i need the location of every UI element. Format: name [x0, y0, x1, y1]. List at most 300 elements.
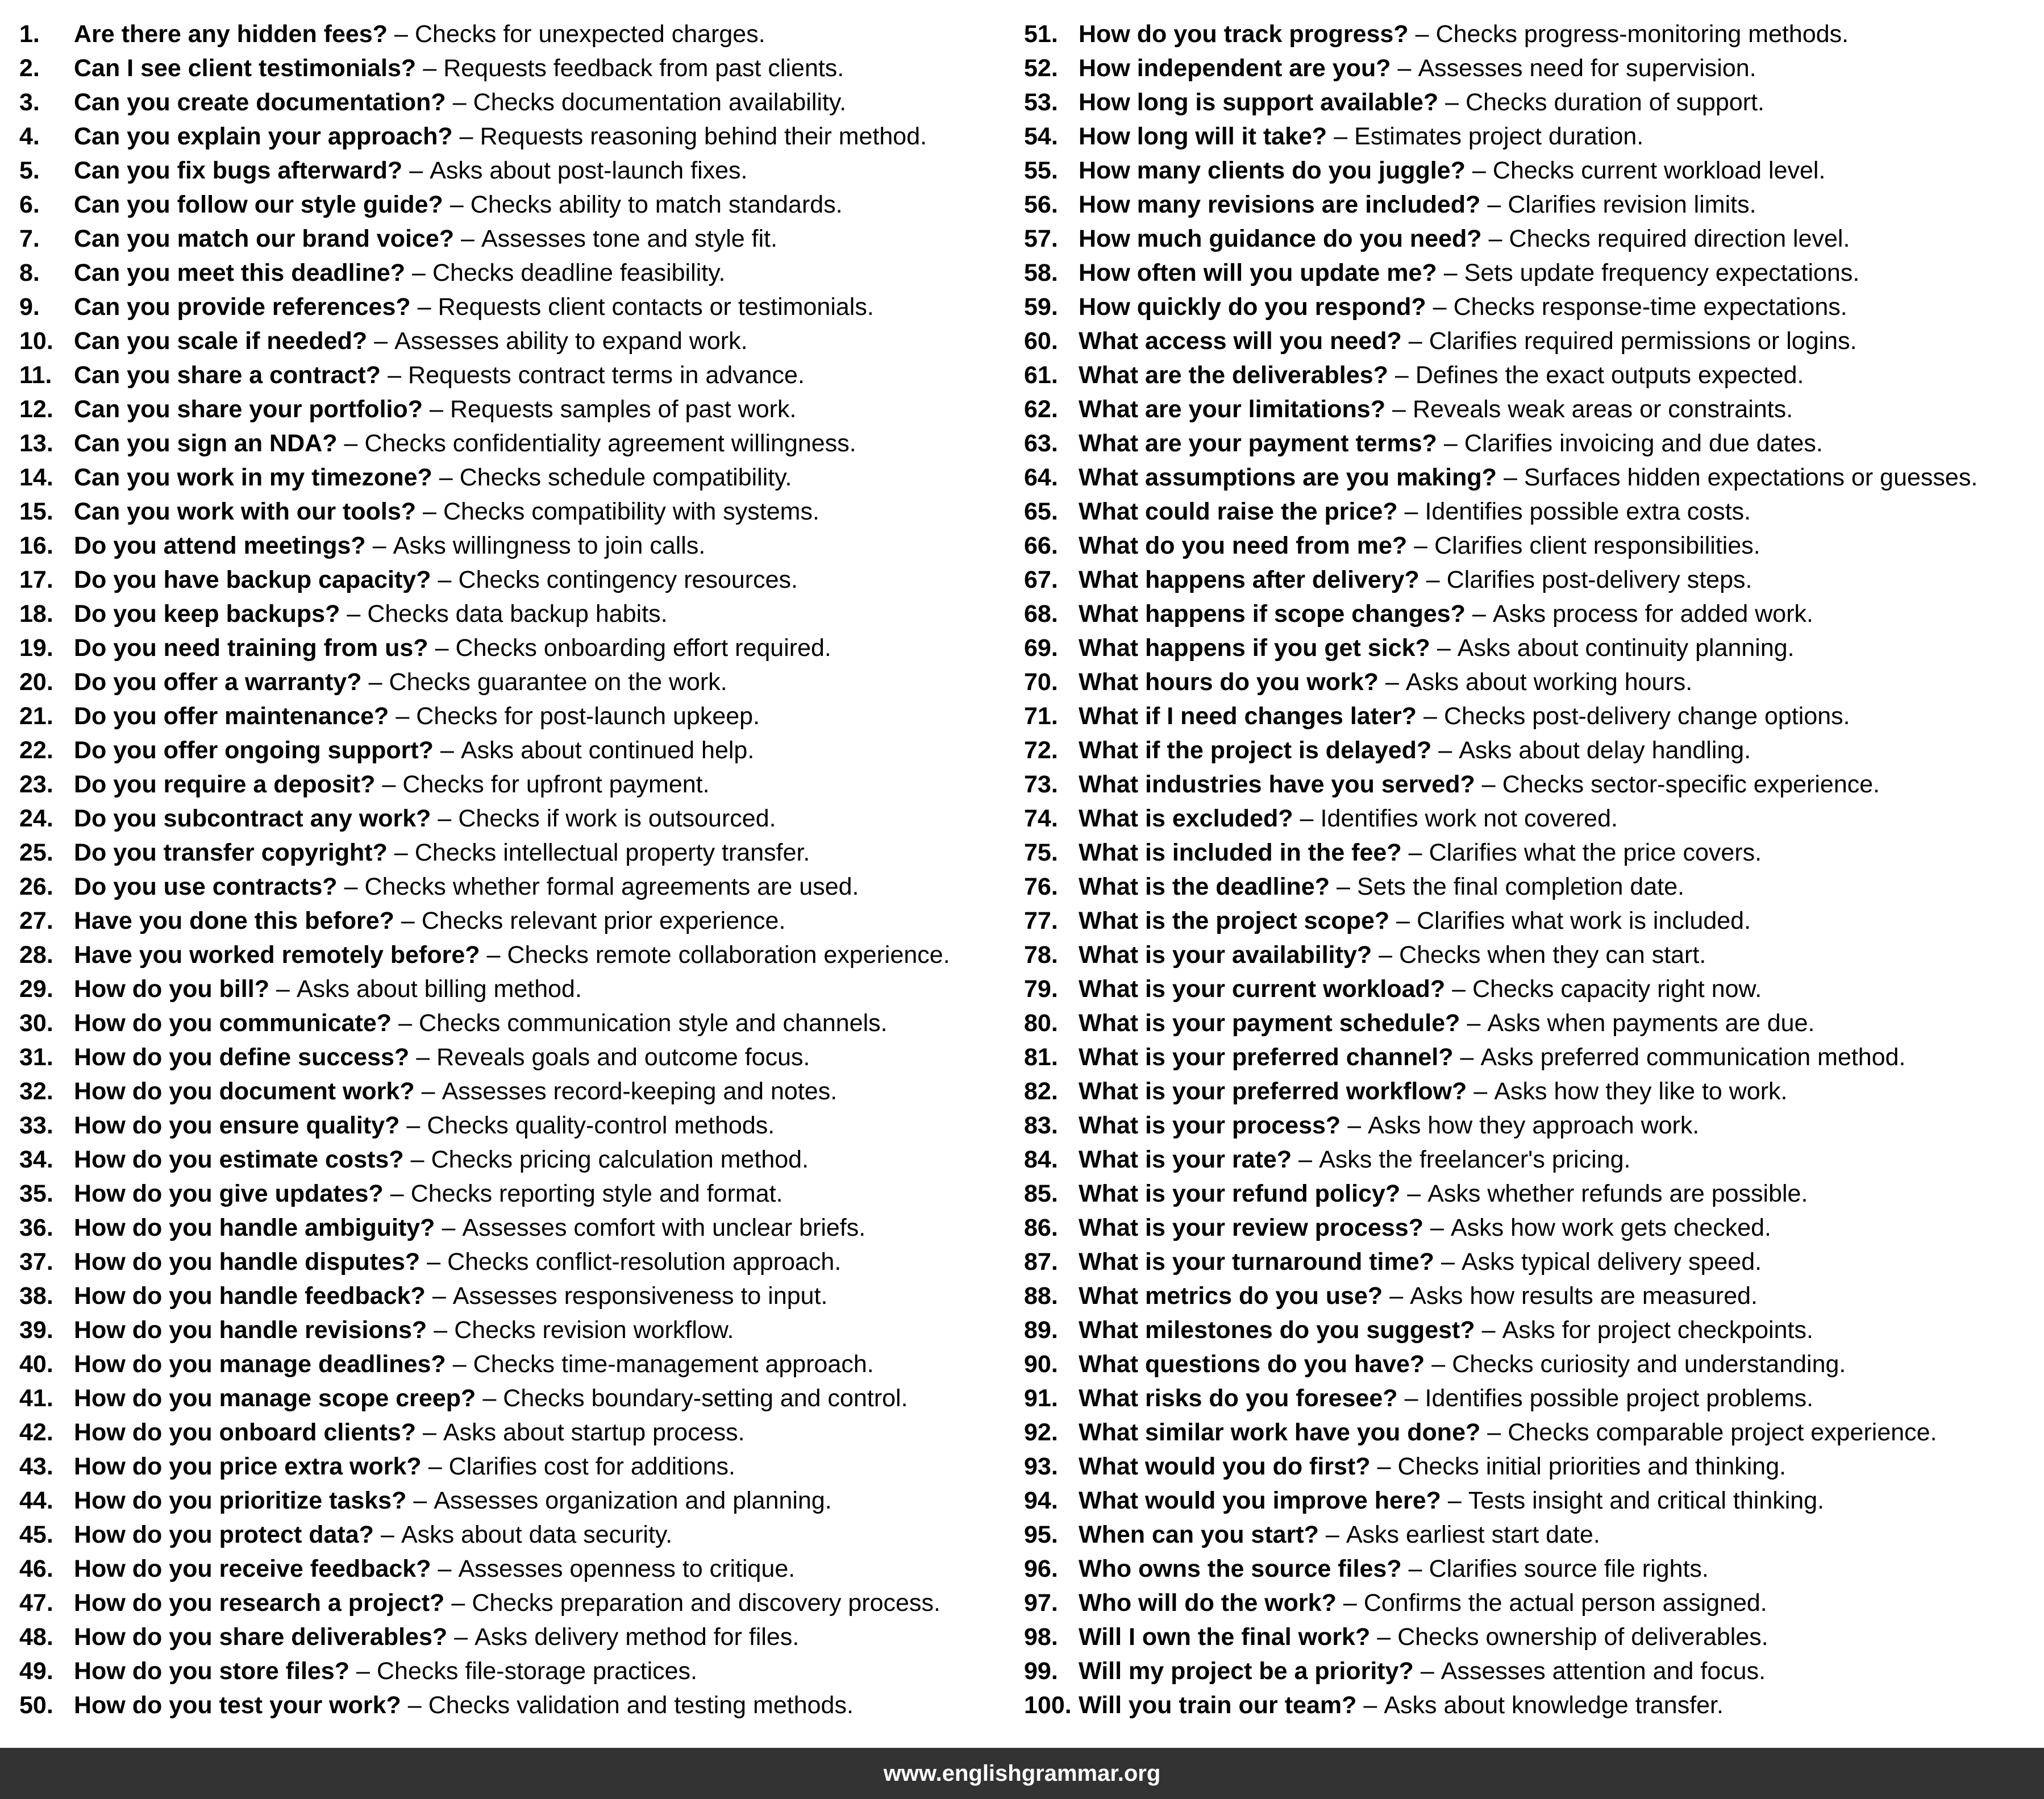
question-item — [19, 665, 1024, 699]
question-description: Checks preparation and discovery process. — [472, 1589, 940, 1617]
question-text: What metrics do you use? — [1079, 1282, 1383, 1310]
question-item — [1024, 426, 2031, 460]
question-item — [1024, 563, 2031, 597]
question-description: Assesses ability to expand work. — [394, 327, 748, 355]
question-item — [1024, 358, 2031, 392]
question-description: Requests client contacts or testimonials. — [438, 293, 874, 321]
question-text: What is excluded? — [1079, 805, 1293, 832]
question-description: Clarifies revision limits. — [1508, 191, 1756, 218]
question-item — [1024, 1552, 2031, 1586]
separator-dash: – — [1407, 1180, 1421, 1207]
question-text: How do you research a project? — [74, 1589, 445, 1617]
question-description: Checks validation and testing methods. — [428, 1692, 854, 1719]
question-text: What risks do you foresee? — [1079, 1385, 1398, 1412]
question-text: How do you manage deadlines? — [74, 1351, 446, 1378]
question-description: Asks about continued help. — [460, 737, 755, 764]
separator-dash: – — [1426, 566, 1440, 593]
separator-dash: – — [344, 873, 358, 900]
question-description: Checks file-storage practices. — [376, 1657, 697, 1685]
question-description: Checks onboarding effort required. — [455, 634, 831, 662]
question-description: Checks quality-control methods. — [427, 1112, 775, 1139]
question-number: 76. — [1024, 873, 1058, 900]
question-number: 99. — [1024, 1657, 1058, 1685]
question-number: 32. — [19, 1078, 53, 1105]
question-number: 18. — [19, 600, 53, 628]
question-column-left — [19, 17, 1024, 1722]
question-number: 51. — [1024, 20, 1058, 48]
question-text: What is your current workload? — [1079, 975, 1446, 1003]
question-item — [19, 1381, 1024, 1415]
separator-dash: – — [1408, 839, 1422, 866]
separator-dash: – — [1430, 1214, 1444, 1241]
question-item — [19, 1347, 1024, 1381]
question-description: Checks for post-launch upkeep. — [416, 703, 760, 730]
question-text: Have you done this before? — [74, 907, 394, 934]
question-text: What is your payment schedule? — [1079, 1009, 1460, 1037]
question-text: Do you use contracts? — [74, 873, 338, 900]
question-item — [19, 51, 1024, 85]
question-number: 64. — [1024, 464, 1058, 491]
question-item — [19, 1177, 1024, 1211]
question-text: What is your turnaround time? — [1079, 1248, 1434, 1275]
question-number: 16. — [19, 532, 53, 559]
question-list — [19, 17, 2031, 1722]
question-description: Checks curiosity and understanding. — [1452, 1351, 1846, 1378]
question-text: What is included in the fee? — [1079, 839, 1402, 866]
question-number: 90. — [1024, 1351, 1058, 1378]
separator-dash: – — [1438, 737, 1452, 764]
question-description: Checks whether formal agreements are used. — [364, 873, 859, 900]
separator-dash: – — [459, 123, 473, 150]
question-description: Tests insight and critical thinking. — [1468, 1487, 1825, 1514]
question-number: 27. — [19, 907, 53, 934]
question-description: Requests samples of past work. — [449, 396, 797, 423]
question-text: What would you do first? — [1079, 1453, 1371, 1480]
question-text: Can you share a contract? — [74, 362, 381, 389]
question-text: What happens after delivery? — [1079, 566, 1419, 593]
question-item — [19, 1211, 1024, 1245]
question-description: Asks about billing method. — [296, 975, 582, 1003]
separator-dash: – — [412, 259, 426, 286]
question-description: Assesses record-keeping and notes. — [442, 1078, 838, 1105]
separator-dash: – — [438, 1555, 452, 1582]
question-number: 3. — [19, 89, 40, 116]
question-description: Clarifies invoicing and due dates. — [1464, 430, 1823, 457]
question-description: Checks schedule compatibility. — [459, 464, 792, 491]
separator-dash: – — [1433, 293, 1447, 321]
question-item — [19, 188, 1024, 222]
separator-dash: – — [1334, 123, 1348, 150]
question-number: 28. — [19, 941, 53, 969]
question-number: 22. — [19, 737, 53, 764]
separator-dash: – — [390, 1180, 404, 1207]
question-number: 89. — [1024, 1316, 1058, 1344]
question-description: Asks about knowledge transfer. — [1384, 1692, 1724, 1719]
question-number: 46. — [19, 1555, 53, 1582]
question-item — [1024, 51, 2031, 85]
separator-dash: – — [1473, 1078, 1488, 1105]
separator-dash: – — [417, 293, 431, 321]
question-column-right — [1024, 17, 2031, 1722]
question-item — [1024, 188, 2031, 222]
question-number: 24. — [19, 805, 53, 832]
separator-dash: – — [427, 1248, 441, 1275]
question-description: Clarifies cost for additions. — [448, 1453, 735, 1480]
question-text: What are your limitations? — [1079, 396, 1385, 423]
question-description: Checks data backup habits. — [367, 600, 668, 628]
separator-dash: – — [1503, 464, 1517, 491]
question-text: What is your availability? — [1079, 941, 1372, 969]
question-number: 56. — [1024, 191, 1058, 218]
separator-dash: – — [413, 1487, 427, 1514]
question-item — [1024, 256, 2031, 290]
question-item — [1024, 1108, 2031, 1142]
question-text: What is your rate? — [1079, 1146, 1292, 1173]
question-text: How do you estimate costs? — [74, 1146, 404, 1173]
question-number: 95. — [1024, 1521, 1058, 1548]
question-description: Asks about startup process. — [443, 1419, 745, 1446]
question-item — [19, 1415, 1024, 1449]
question-text: Can you work with our tools? — [74, 498, 416, 525]
question-description: Asks how results are measured. — [1410, 1282, 1758, 1310]
separator-dash: – — [451, 1589, 465, 1617]
separator-dash: – — [1443, 259, 1458, 286]
question-text: How do you receive feedback? — [74, 1555, 431, 1582]
question-text: Can you provide references? — [74, 293, 411, 321]
question-text: How many clients do you juggle? — [1079, 157, 1466, 184]
question-description: Surfaces hidden expectations or guesses. — [1523, 464, 1978, 491]
separator-dash: – — [434, 1316, 448, 1344]
question-number: 40. — [19, 1351, 53, 1378]
question-number: 12. — [19, 396, 53, 423]
question-text: What is your review process? — [1079, 1214, 1423, 1241]
question-number: 5. — [19, 157, 40, 184]
question-number: 42. — [19, 1419, 53, 1446]
question-description: Asks how they approach work. — [1368, 1112, 1700, 1139]
separator-dash: – — [1392, 396, 1406, 423]
question-number: 59. — [1024, 293, 1058, 321]
question-number: 79. — [1024, 975, 1058, 1003]
question-number: 60. — [1024, 327, 1058, 355]
question-number: 52. — [1024, 55, 1058, 82]
question-item — [1024, 938, 2031, 972]
question-item — [19, 1688, 1024, 1722]
question-description: Assesses openness to critique. — [458, 1555, 796, 1582]
separator-dash: – — [1379, 941, 1393, 969]
question-number: 44. — [19, 1487, 53, 1514]
question-text: How do you prioritize tasks? — [74, 1487, 407, 1514]
question-description: Checks compatibility with systems. — [443, 498, 819, 525]
question-item — [1024, 597, 2031, 631]
question-item — [19, 1006, 1024, 1040]
question-item — [1024, 1415, 2031, 1449]
separator-dash: – — [1443, 430, 1458, 457]
separator-dash: – — [416, 1044, 430, 1071]
question-text: How do you price extra work? — [74, 1453, 422, 1480]
question-item — [19, 1518, 1024, 1552]
question-number: 15. — [19, 498, 53, 525]
question-text: How do you onboard clients? — [74, 1419, 416, 1446]
separator-dash: – — [394, 839, 408, 866]
separator-dash: – — [435, 634, 449, 662]
separator-dash: – — [396, 703, 410, 730]
question-description: Identifies possible extra costs. — [1425, 498, 1751, 525]
question-text: Can you sign an NDA? — [74, 430, 338, 457]
question-item — [1024, 1211, 2031, 1245]
question-description: Checks conflict-resolution approach. — [447, 1248, 842, 1275]
question-description: Checks progress-monitoring methods. — [1435, 20, 1849, 48]
separator-dash: – — [368, 668, 382, 696]
separator-dash: – — [423, 1419, 436, 1446]
question-description: Asks whether refunds are possible. — [1427, 1180, 1808, 1207]
question-number: 45. — [19, 1521, 53, 1548]
question-item — [1024, 631, 2031, 665]
separator-dash: – — [388, 362, 401, 389]
question-number: 34. — [19, 1146, 53, 1173]
question-text: Do you have backup capacity? — [74, 566, 431, 593]
question-number: 41. — [19, 1385, 53, 1412]
separator-dash: – — [1460, 1044, 1474, 1071]
question-text: What do you need from me? — [1079, 532, 1408, 559]
question-text: How long is support available? — [1079, 89, 1439, 116]
separator-dash: – — [276, 975, 290, 1003]
question-number: 78. — [1024, 941, 1058, 969]
question-item — [1024, 836, 2031, 870]
question-item — [19, 836, 1024, 870]
footer-url: www.englishgrammar.org — [883, 1760, 1161, 1786]
question-item — [1024, 904, 2031, 938]
question-text: Do you require a deposit? — [74, 771, 376, 798]
separator-dash: – — [1397, 55, 1412, 82]
question-text: How do you document work? — [74, 1078, 415, 1105]
question-text: Will I own the final work? — [1079, 1623, 1371, 1651]
question-text: How do you manage scope creep? — [74, 1385, 476, 1412]
question-text: What if I need changes later? — [1079, 703, 1417, 730]
question-number: 19. — [19, 634, 53, 662]
question-description: Asks about continuity planning. — [1457, 634, 1795, 662]
separator-dash: – — [1488, 225, 1502, 252]
separator-dash: – — [421, 1078, 435, 1105]
question-text: What is your refund policy? — [1079, 1180, 1401, 1207]
question-number: 35. — [19, 1180, 53, 1207]
question-number: 85. — [1024, 1180, 1058, 1207]
question-item — [19, 1586, 1024, 1620]
question-number: 48. — [19, 1623, 53, 1651]
separator-dash: – — [406, 1112, 421, 1139]
question-text: What is your process? — [1079, 1112, 1341, 1139]
question-description: Checks revision workflow. — [454, 1316, 734, 1344]
separator-dash: – — [1472, 600, 1486, 628]
question-number: 81. — [1024, 1044, 1058, 1071]
question-text: How do you communicate? — [74, 1009, 392, 1037]
separator-dash: – — [1408, 327, 1422, 355]
question-text: How do you handle disputes? — [74, 1248, 421, 1275]
question-text: What if the project is delayed? — [1079, 737, 1432, 764]
question-description: Clarifies source file rights. — [1429, 1555, 1709, 1582]
question-number: 30. — [19, 1009, 53, 1037]
question-number: 37. — [19, 1248, 53, 1275]
question-item — [1024, 767, 2031, 801]
question-number: 36. — [19, 1214, 53, 1241]
separator-dash: – — [1325, 1521, 1339, 1548]
separator-dash: – — [356, 1657, 370, 1685]
question-description: Asks typical delivery speed. — [1461, 1248, 1762, 1275]
separator-dash: – — [1377, 1453, 1391, 1480]
question-item — [1024, 324, 2031, 358]
question-item — [19, 17, 1024, 51]
question-text: What is the deadline? — [1079, 873, 1330, 900]
question-item — [19, 358, 1024, 392]
question-text: When can you start? — [1079, 1521, 1319, 1548]
question-item — [1024, 1688, 2031, 1722]
question-item — [1024, 1313, 2031, 1347]
question-item — [19, 392, 1024, 426]
question-number: 39. — [19, 1316, 53, 1344]
question-number: 20. — [19, 668, 53, 696]
question-text: What happens if scope changes? — [1079, 600, 1466, 628]
question-description: Asks about data security. — [401, 1521, 673, 1548]
question-text: Do you offer a warranty? — [74, 668, 362, 696]
question-description: Clarifies client responsibilities. — [1434, 532, 1760, 559]
question-description: Sets the final completion date. — [1356, 873, 1685, 900]
question-number: 13. — [19, 430, 53, 457]
question-number: 86. — [1024, 1214, 1058, 1241]
separator-dash: – — [401, 907, 415, 934]
question-description: Checks intellectual property transfer. — [414, 839, 810, 866]
question-item — [1024, 1449, 2031, 1484]
question-item — [1024, 1245, 2031, 1279]
question-description: Sets update frequency expectations. — [1464, 259, 1860, 286]
question-item — [1024, 1074, 2031, 1108]
question-item — [19, 699, 1024, 733]
question-number: 55. — [1024, 157, 1058, 184]
question-description: Checks comparable project experience. — [1508, 1419, 1937, 1446]
separator-dash: – — [1441, 1248, 1455, 1275]
separator-dash: – — [1298, 1146, 1313, 1173]
separator-dash: – — [1481, 771, 1496, 798]
question-description: Checks when they can start. — [1399, 941, 1706, 969]
question-description: Checks pricing calculation method. — [431, 1146, 809, 1173]
question-number: 68. — [1024, 600, 1058, 628]
question-text: Can you create documentation? — [74, 89, 446, 116]
separator-dash: – — [1347, 1112, 1362, 1139]
question-description: Asks about working hours. — [1405, 668, 1693, 696]
question-text: Can you match our brand voice? — [74, 225, 454, 252]
question-item — [1024, 733, 2031, 767]
question-item — [19, 767, 1024, 801]
question-item — [1024, 17, 2031, 51]
question-description: Checks contingency resources. — [458, 566, 798, 593]
question-description: Checks duration of support. — [1466, 89, 1764, 116]
question-description: Clarifies what work is included. — [1417, 907, 1751, 934]
question-description: Checks for upfront payment. — [402, 771, 710, 798]
question-number: 69. — [1024, 634, 1058, 662]
question-description: Reveals goals and outcome focus. — [436, 1044, 810, 1071]
question-number: 87. — [1024, 1248, 1058, 1275]
question-item — [1024, 1040, 2031, 1074]
question-description: Checks initial priorities and thinking. — [1397, 1453, 1787, 1480]
question-description: Checks documentation availability. — [473, 89, 847, 116]
question-item — [19, 290, 1024, 324]
question-number: 43. — [19, 1453, 53, 1480]
question-item — [1024, 801, 2031, 836]
question-description: Asks when payments are due. — [1487, 1009, 1815, 1037]
question-number: 63. — [1024, 430, 1058, 457]
question-item — [19, 1074, 1024, 1108]
question-number: 84. — [1024, 1146, 1058, 1173]
question-number: 10. — [19, 327, 53, 355]
question-number: 54. — [1024, 123, 1058, 150]
question-description: Checks remote collaboration experience. — [507, 941, 950, 969]
question-text: Can you work in my timezone? — [74, 464, 432, 491]
question-description: Clarifies what the price covers. — [1429, 839, 1762, 866]
question-description: Confirms the actual person assigned. — [1363, 1589, 1767, 1617]
question-item — [19, 495, 1024, 529]
question-number: 67. — [1024, 566, 1058, 593]
question-text: What similar work have you done? — [1079, 1419, 1481, 1446]
question-text: Will you train our team? — [1079, 1692, 1357, 1719]
question-number: 94. — [1024, 1487, 1058, 1514]
question-text: How do you test your work? — [74, 1692, 401, 1719]
question-item — [19, 733, 1024, 767]
question-number: 92. — [1024, 1419, 1058, 1446]
question-item — [1024, 153, 2031, 188]
question-number: 6. — [19, 191, 40, 218]
question-item — [1024, 1484, 2031, 1518]
question-number: 66. — [1024, 532, 1058, 559]
question-description: Checks boundary-setting and control. — [503, 1385, 908, 1412]
separator-dash: – — [344, 430, 358, 457]
question-description: Asks about delay handling. — [1459, 737, 1751, 764]
separator-dash: – — [1467, 1009, 1481, 1037]
question-item — [19, 222, 1024, 256]
question-text: Do you attend meetings? — [74, 532, 366, 559]
question-item — [19, 1449, 1024, 1484]
question-number: 53. — [1024, 89, 1058, 116]
question-text: Have you worked remotely before? — [74, 941, 480, 969]
separator-dash: – — [442, 1214, 456, 1241]
question-item — [19, 870, 1024, 904]
separator-dash: – — [1437, 634, 1451, 662]
question-item — [1024, 1381, 2031, 1415]
question-number: 100. — [1024, 1692, 1072, 1719]
separator-dash: – — [1431, 1351, 1446, 1378]
question-text: What would you improve here? — [1079, 1487, 1441, 1514]
question-number: 4. — [19, 123, 40, 150]
separator-dash: – — [423, 55, 437, 82]
question-number: 9. — [19, 293, 40, 321]
question-number: 73. — [1024, 771, 1058, 798]
separator-dash: – — [1487, 191, 1501, 218]
question-description: Requests contract terms in advance. — [408, 362, 805, 389]
question-text: Can I see client testimonials? — [74, 55, 417, 82]
separator-dash: – — [454, 1623, 468, 1651]
separator-dash: – — [449, 191, 464, 218]
question-number: 26. — [19, 873, 53, 900]
separator-dash: – — [428, 1453, 442, 1480]
question-description: Identifies possible project problems. — [1425, 1385, 1814, 1412]
question-text: How do you bill? — [74, 975, 269, 1003]
question-description: Asks about post-launch fixes. — [430, 157, 748, 184]
question-description: Defines the exact outputs expected. — [1415, 362, 1804, 389]
question-number: 17. — [19, 566, 53, 593]
question-description: Asks willingness to join calls. — [393, 532, 706, 559]
question-number: 77. — [1024, 907, 1058, 934]
question-text: What happens if you get sick? — [1079, 634, 1430, 662]
question-number: 98. — [1024, 1623, 1058, 1651]
footer-bar — [0, 1748, 2044, 1799]
separator-dash: – — [1404, 1385, 1418, 1412]
